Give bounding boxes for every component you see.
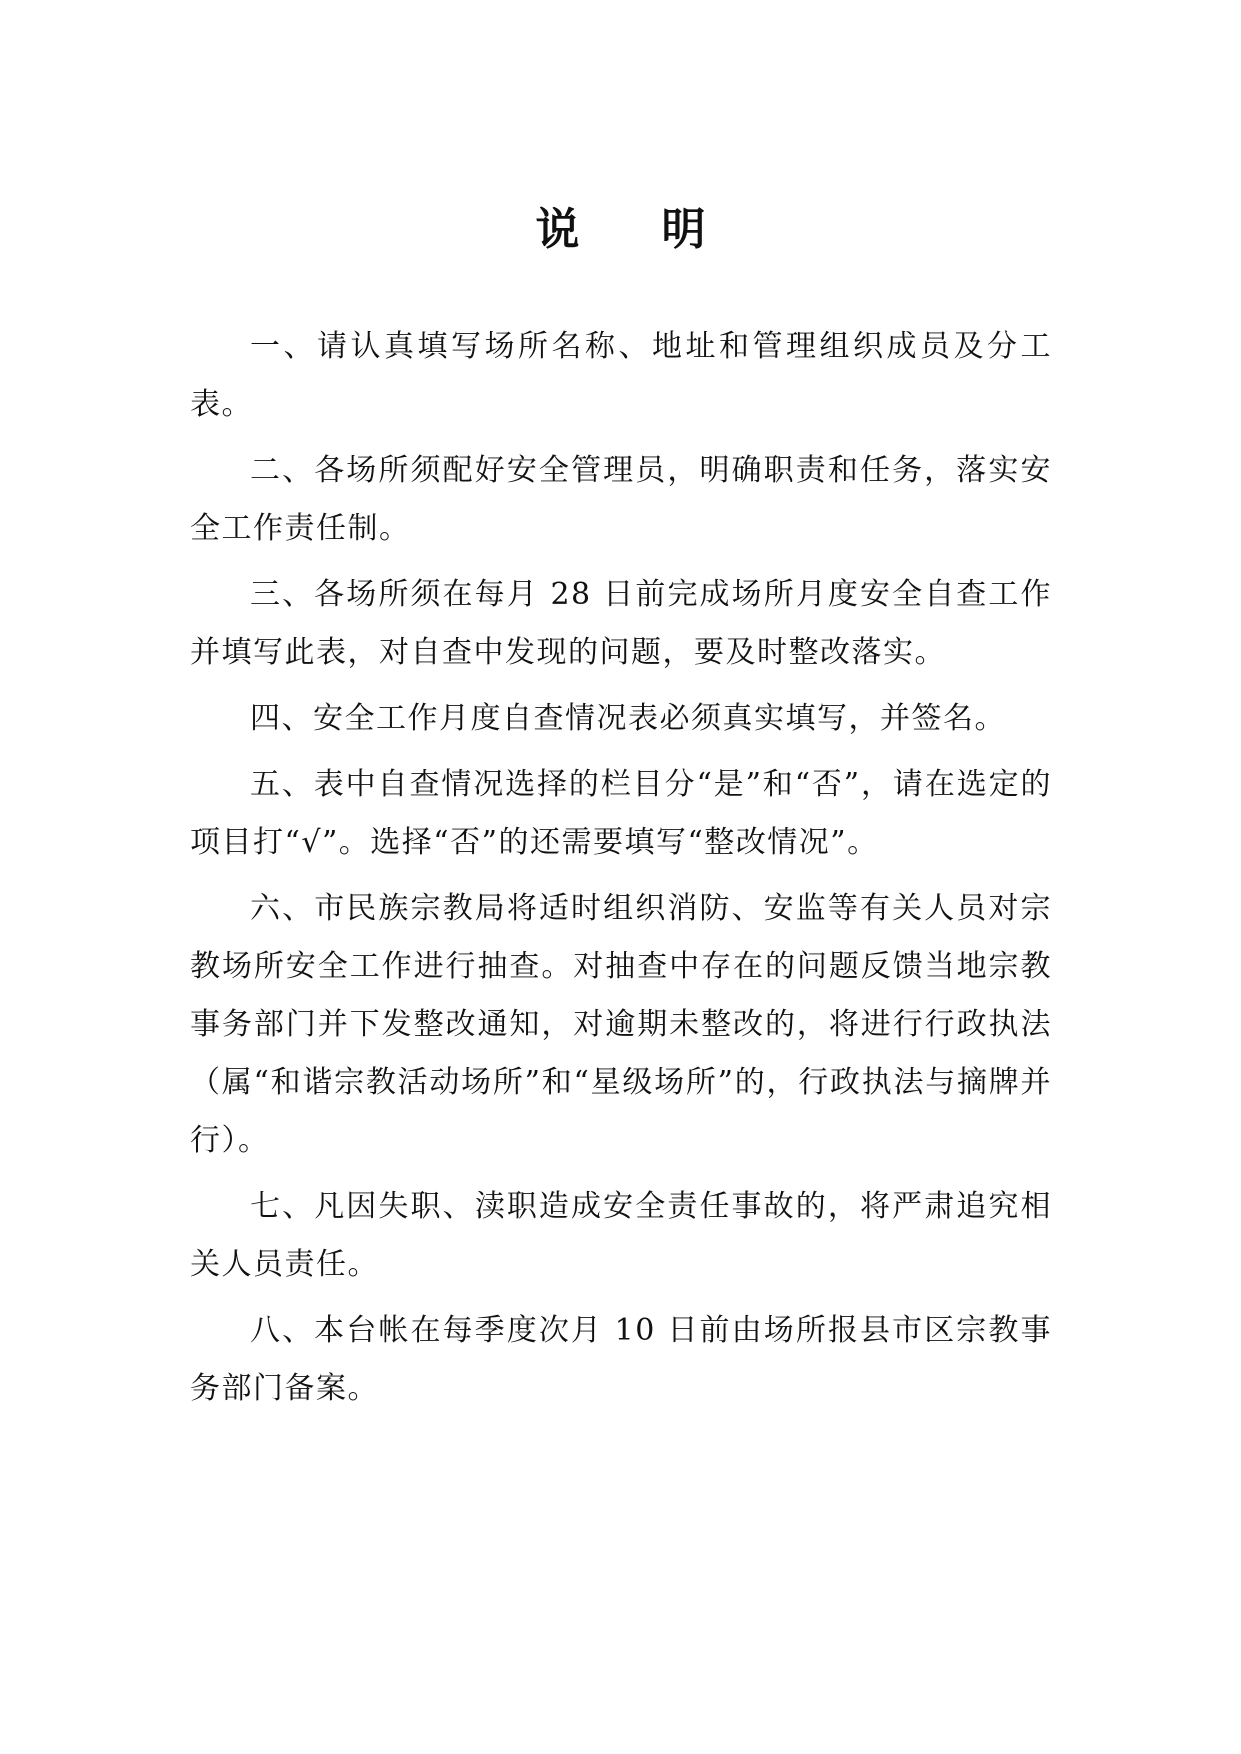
instruction-item-6: 六、市民族宗教局将适时组织消防、安监等有关人员对宗教场所安全工作进行抽查。对抽查中存在的问题反馈当地宗教事务部门并下发整改通知，对逾期未整改的，将进行行政执法（属“和谐宗教活动场所”和“星级场所”的，行政执法与摘牌并行）。 xyxy=(190,891,1052,1158)
instruction-item-5: 五、表中自查情况选择的栏目分“是”和“否”，请在选定的项目打“√”。选择“否”的还需要填写“整改情况”。 xyxy=(190,767,1052,860)
instruction-item-7: 七、凡因失职、渎职造成安全责任事故的，将严肃追究相关人员责任。 xyxy=(190,1189,1052,1282)
instruction-item-8: 八、本台帐在每季度次月 10 日前由场所报县市区宗教事务部门备案。 xyxy=(190,1313,1052,1406)
instruction-item-3: 三、各场所须在每月 28 日前完成场所月度安全自查工作并填写此表，对自查中发现的问题，要及时整改落实。 xyxy=(190,577,1052,670)
instruction-item-4: 四、安全工作月度自查情况表必须真实填写，并签名。 xyxy=(250,701,1006,736)
document-title: 说明 xyxy=(535,204,788,255)
instruction-item-1: 一、请认真填写场所名称、地址和管理组织成员及分工表。 xyxy=(190,329,1052,422)
instruction-item-2: 二、各场所须配好安全管理员，明确职责和任务，落实安全工作责任制。 xyxy=(190,453,1052,546)
instructions-body xyxy=(190,318,1052,1418)
